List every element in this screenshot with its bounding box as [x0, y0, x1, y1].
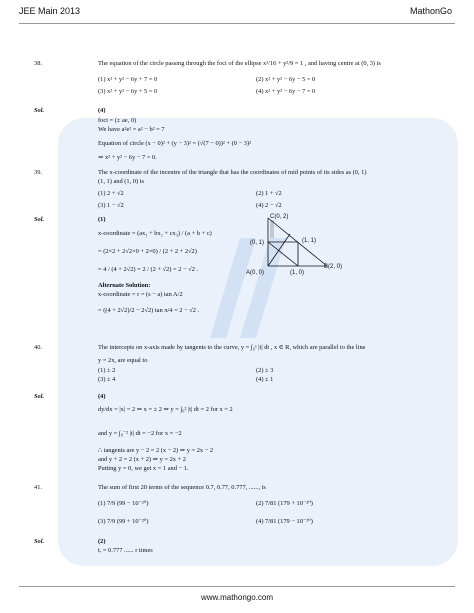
solution-line: Equation of circle (x − 0)² + (y − 3)² = (√(7 − 0))² + (0 − 3)²	[98, 140, 251, 147]
option: (1) 2 + √2	[98, 190, 124, 197]
option: (3) ± 4	[98, 376, 116, 383]
solution-line: and y + 2 = 2 (x + 2) ⇒ y = 2x + 2	[98, 456, 186, 463]
solution-line: Putting y = 0, we get x = 1 and − 1.	[98, 465, 189, 472]
solution-label: Sol.	[34, 393, 45, 400]
question-number: 41.	[34, 484, 42, 491]
option: (3) 7/9 (99 + 10⁻²⁰)	[98, 518, 149, 525]
option: (2) ± 3	[256, 367, 274, 374]
solution-line: tᵣ = 0.777 ...... r times	[98, 547, 153, 554]
solution-answer: (4)	[98, 107, 106, 114]
header-brand: MathonGo	[409, 6, 452, 16]
triangle-figure	[232, 212, 356, 276]
solution-label: Sol.	[34, 107, 45, 114]
option: (3) x² + y² − 6y + 5 = 0	[98, 88, 158, 95]
option: (2) 1 + √2	[256, 190, 282, 197]
option: (4) x² + y² − 6y − 7 = 0	[256, 88, 316, 95]
option: (1) x² + y² − 6y + 7 = 0	[98, 76, 158, 83]
figure-label: B(2, 0)	[324, 264, 343, 270]
solution-line: = (2×2 + 2√2×0 + 2×0) / (2 + 2 + 2√2)	[98, 248, 197, 255]
solution-line: x-coordinate = r = (s − a) tan A/2	[98, 291, 183, 298]
option: (4) 7/81 (179 − 10⁻²⁰)	[256, 518, 313, 525]
option: (1) ± 2	[98, 367, 116, 374]
solution-line: = ((4 + 2√2)/2 − 2√2) tan π/4 = 2 − √2 .	[98, 307, 200, 314]
solution-line: ∴ tangents are y − 2 = 2 (x − 2) ⇒ y = 2x − 2	[98, 447, 214, 454]
question-number: 39.	[34, 169, 42, 176]
option: (1) 7/9 (99 − 10⁻²⁰)	[98, 500, 149, 507]
option: (3) 1 − √2	[98, 202, 124, 209]
solution-label: Sol.	[34, 538, 45, 545]
question-number: 38.	[34, 60, 42, 67]
solution-line: dy/dx = |x| = 2 ⇒ x = ± 2 ⇒ y = ∫₀² |t| dt = 2 for x = 2	[98, 406, 233, 413]
solution-line: ⇒ x² + y² − 6y − 7 = 0.	[98, 154, 157, 161]
solution-line: and y = ∫₀⁻² |t| dt = −2 for x = −2	[98, 430, 182, 437]
option: (4) ± 1	[256, 376, 274, 383]
figure-label: (1, 0)	[290, 270, 305, 276]
option: (2) 7/81 (179 + 10⁻²⁰)	[256, 500, 313, 507]
header-exam-title: JEE Main 2013	[19, 6, 81, 16]
figure-label: A(0, 0)	[246, 270, 265, 276]
footer-divider	[19, 586, 455, 587]
solution-line: = 4 / (4 + 2√2) = 2 / (2 + √2) = 2 − √2 .	[98, 266, 199, 273]
solution-line: x-coordinate = (ax₁ + bx₂ + cx₃) / (a + b + c)	[98, 230, 212, 237]
solution-line: foci = (± ae, 0)	[98, 117, 137, 124]
figure-label: (1, 1)	[302, 238, 317, 244]
question-number: 40.	[34, 344, 42, 351]
question-stem: The x-coordinate of the incentre of the triangle that has the coordinates of mid points of its sides as (0, 1)	[98, 169, 367, 176]
question-stem: The equation of the circle passing through the foci of the ellipse x²/16 + y²/9 = 1 , and having centre at (0, 3) is	[98, 60, 381, 67]
solution-label: Sol.	[34, 216, 45, 223]
question-stem: y = 2x, are equal to	[98, 357, 148, 364]
option: (4) 2 − √2	[256, 202, 282, 209]
figure-label: C(0, 2)	[270, 214, 289, 220]
question-stem: The sum of first 20 terms of the sequence 0.7, 0.77, 0.777, ......, is	[98, 484, 266, 491]
option: (2) x² + y² − 6y − 5 = 0	[256, 76, 316, 83]
solution-answer: (1)	[98, 216, 106, 223]
solution-line: We have a²e² = a² − b² = 7	[98, 126, 165, 133]
solution-subheading: Alternate Solution:	[98, 282, 151, 289]
footer-url: www.mathongo.com	[200, 593, 274, 602]
figure-label: (0, 1)	[250, 240, 265, 246]
solution-answer: (2)	[98, 538, 106, 545]
question-stem: The intercepts on x-axis made by tangents to the curve, y = ∫₀ˣ |t| dt , x ∈ R, which are parallel to the line	[98, 344, 366, 351]
question-stem: (1, 1) and (1, 0) is	[98, 178, 144, 185]
solution-answer: (4)	[98, 393, 106, 400]
header-divider	[19, 23, 455, 24]
